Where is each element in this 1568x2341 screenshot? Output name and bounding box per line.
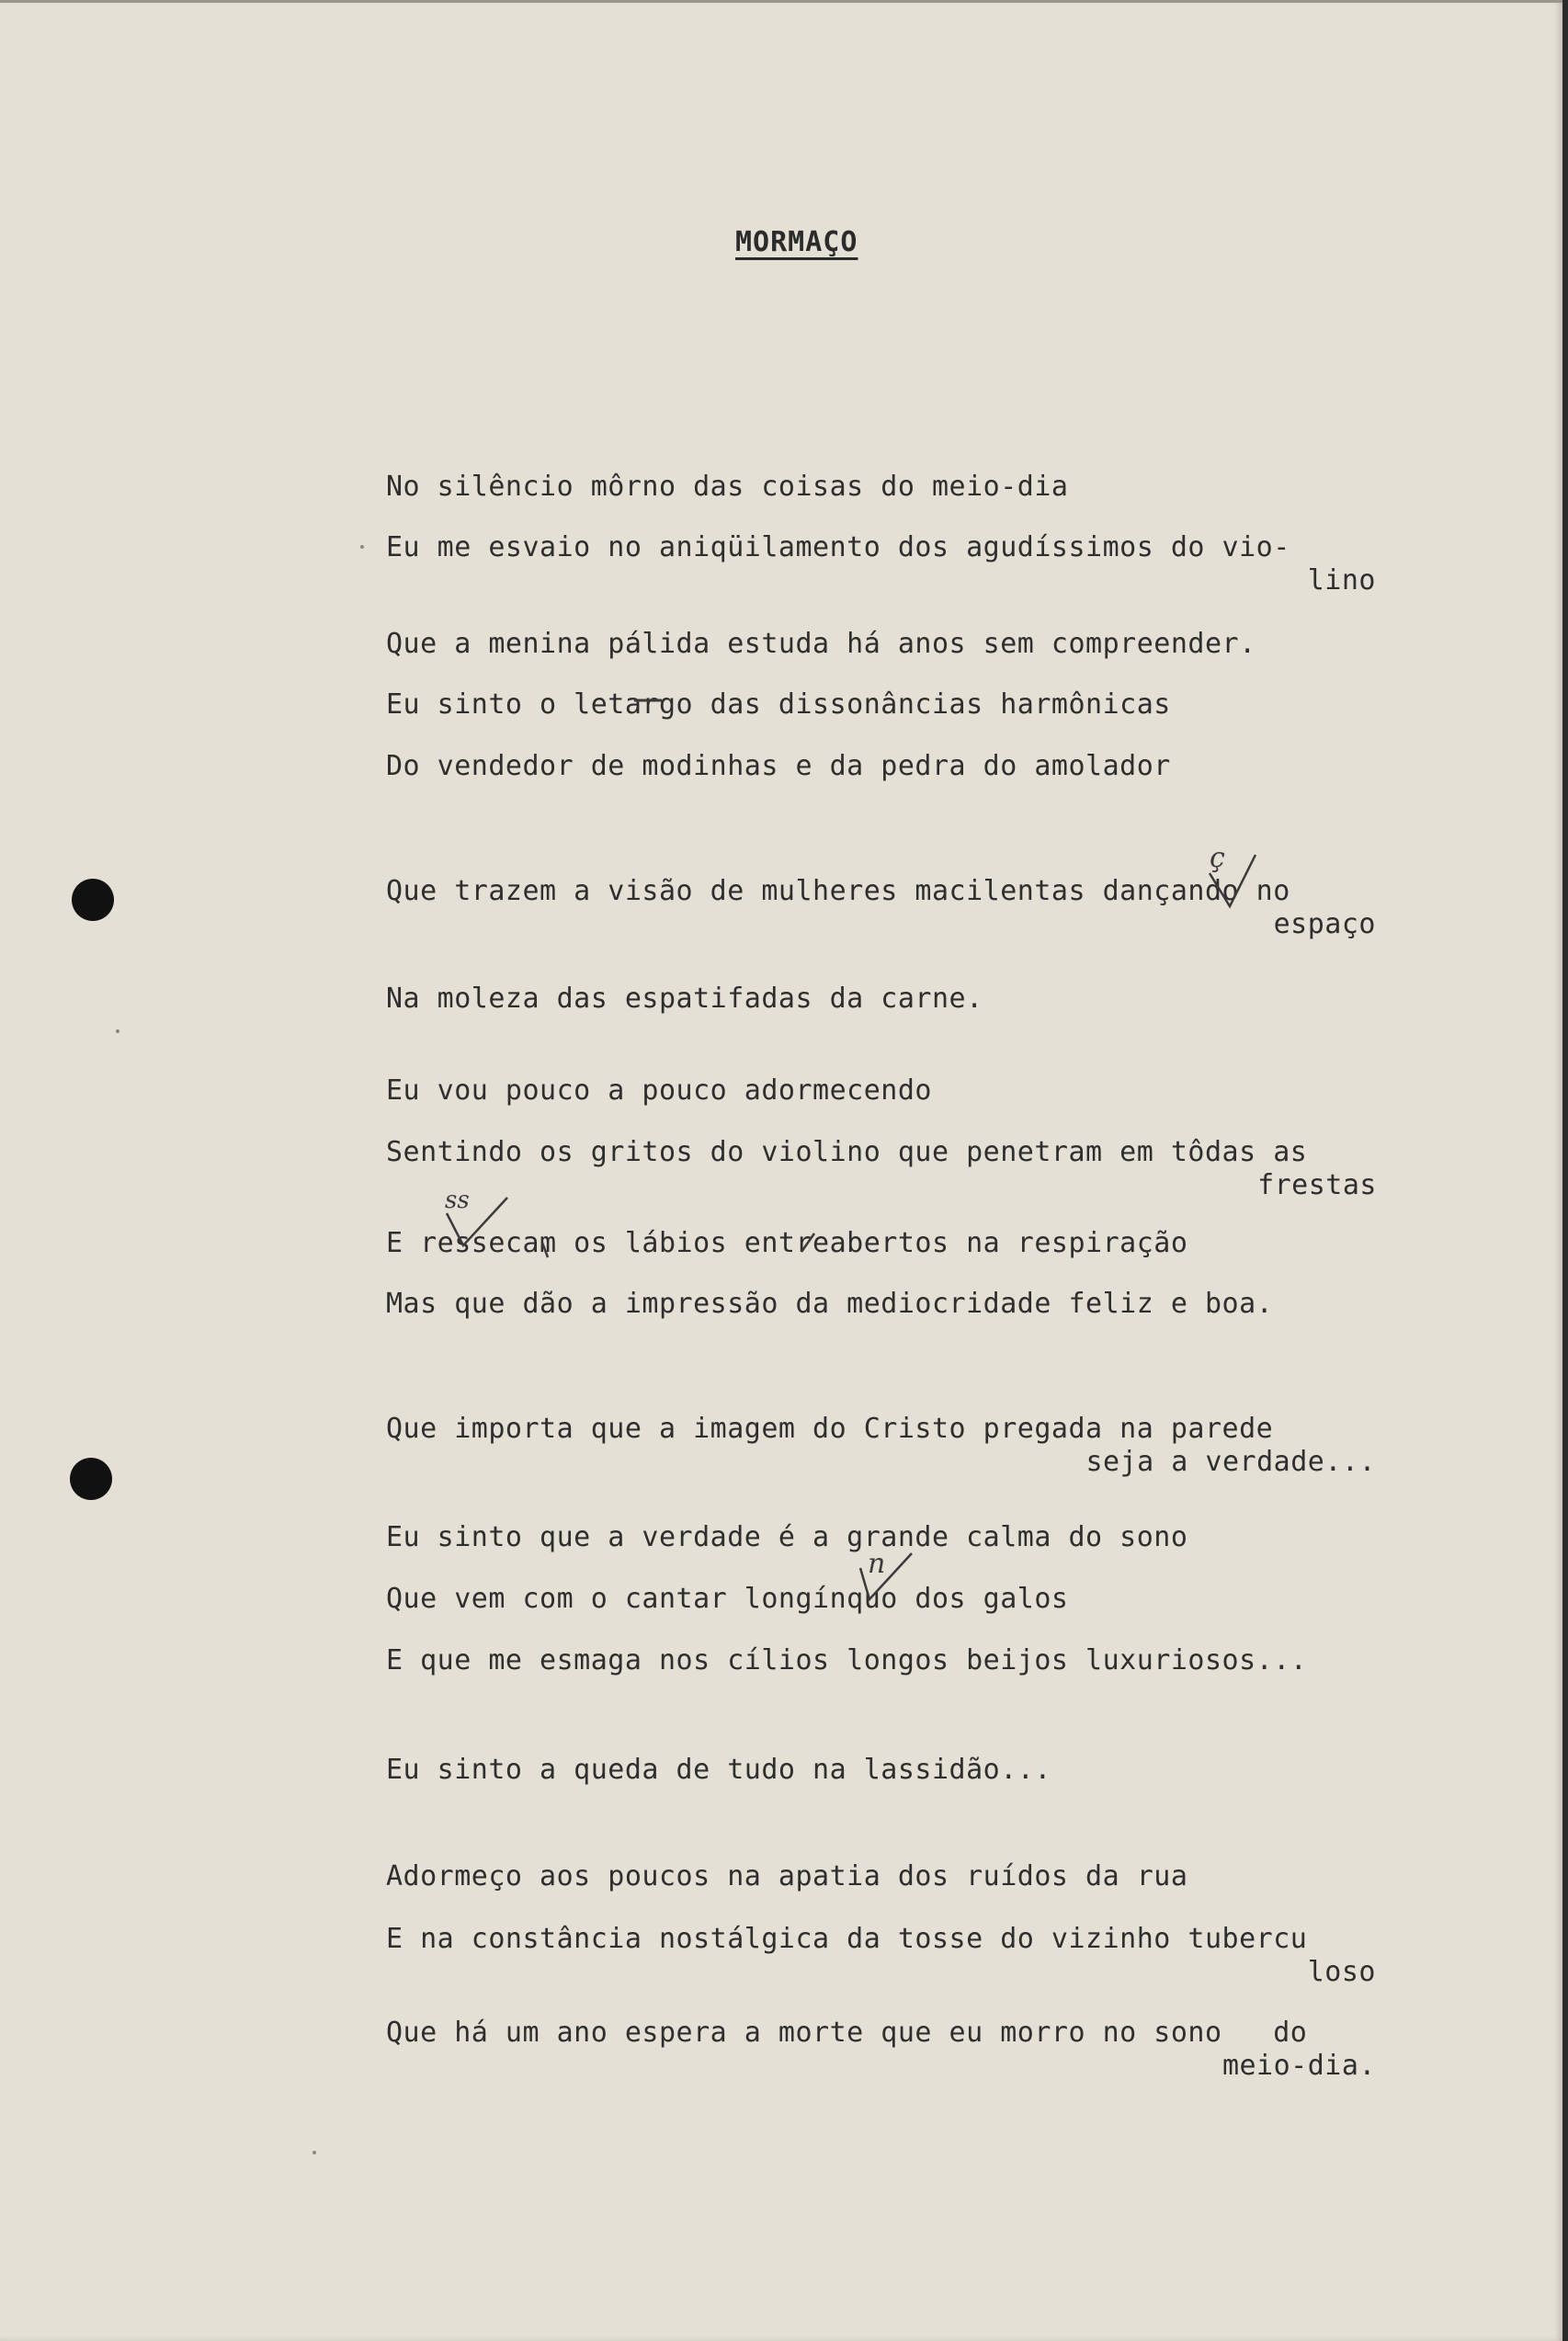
- poem-line-continuation: frestas: [1257, 1169, 1377, 1201]
- caret-stroke: [1210, 855, 1256, 906]
- poem-line: Que trazem a visão de mulheres macilentas dançando no: [386, 875, 1290, 907]
- strike-stroke: [542, 1243, 548, 1257]
- poem-line: Que vem com o cantar longínquo dos galos: [386, 1583, 1069, 1615]
- handwritten-correction: ç: [1210, 842, 1225, 874]
- strike-stroke: [801, 1233, 814, 1252]
- poem-line: Que há um ano espera a morte que eu morro no sono do: [386, 2017, 1308, 2049]
- poem-line-continuation: espaço: [1273, 908, 1376, 940]
- poem-line: Que importa que a imagem do Cristo pregada na parede: [386, 1413, 1274, 1445]
- poem-line: E ressecam os lábios entreabertos na respiração: [386, 1227, 1188, 1259]
- poem-line: Adormeço aos poucos na apatia dos ruídos da rua: [386, 1860, 1188, 1892]
- poem-title: MORMAÇO: [735, 226, 858, 258]
- poem-line-continuation: lino: [1307, 564, 1376, 597]
- poem-line: Mas que dão a impressão da mediocridade feliz e boa.: [386, 1288, 1274, 1320]
- poem-line-continuation: loso: [1307, 1956, 1376, 1988]
- caret-stroke: [860, 1553, 912, 1599]
- poem-line: E que me esmaga nos cílios longos beijos luxuriosos...: [386, 1644, 1308, 1676]
- poem-line: Que a menina pálida estuda há anos sem compreender.: [386, 628, 1256, 660]
- poem-line: Eu sinto que a verdade é a grande calma do sono: [386, 1521, 1188, 1553]
- caret-stroke: [447, 1198, 507, 1245]
- poem-line-continuation: seja a verdade...: [1085, 1446, 1376, 1478]
- poem-line: Eu vou pouco a pouco adormecendo: [386, 1074, 932, 1107]
- poem-line: Eu me esvaio no aniqüilamento dos agudíssimos do vio-: [386, 531, 1290, 563]
- poem-line: Sentindo os gritos do violino que penetram em tôdas as: [386, 1136, 1308, 1168]
- handwritten-correction: n: [868, 1548, 886, 1580]
- poem-line: Eu sinto o letargo das dissonâncias harmônicas: [386, 688, 1171, 721]
- page-right-edge: [1562, 0, 1568, 2341]
- poem-line: Do vendedor de modinhas e da pedra do amolador: [386, 750, 1171, 782]
- poem-line: Eu sinto a queda de tudo na lassidão...: [386, 1754, 1051, 1786]
- poem-line: E na constância nostálgica da tosse do vizinho tubercu: [386, 1923, 1308, 1955]
- poem-line: Na moleza das espatifadas da carne.: [386, 983, 983, 1015]
- poem-line-continuation: meio-dia.: [1221, 2050, 1376, 2082]
- handwritten-correction: ss: [445, 1187, 470, 1214]
- poem-line: No silêncio môrno das coisas do meio-dia: [386, 471, 1069, 503]
